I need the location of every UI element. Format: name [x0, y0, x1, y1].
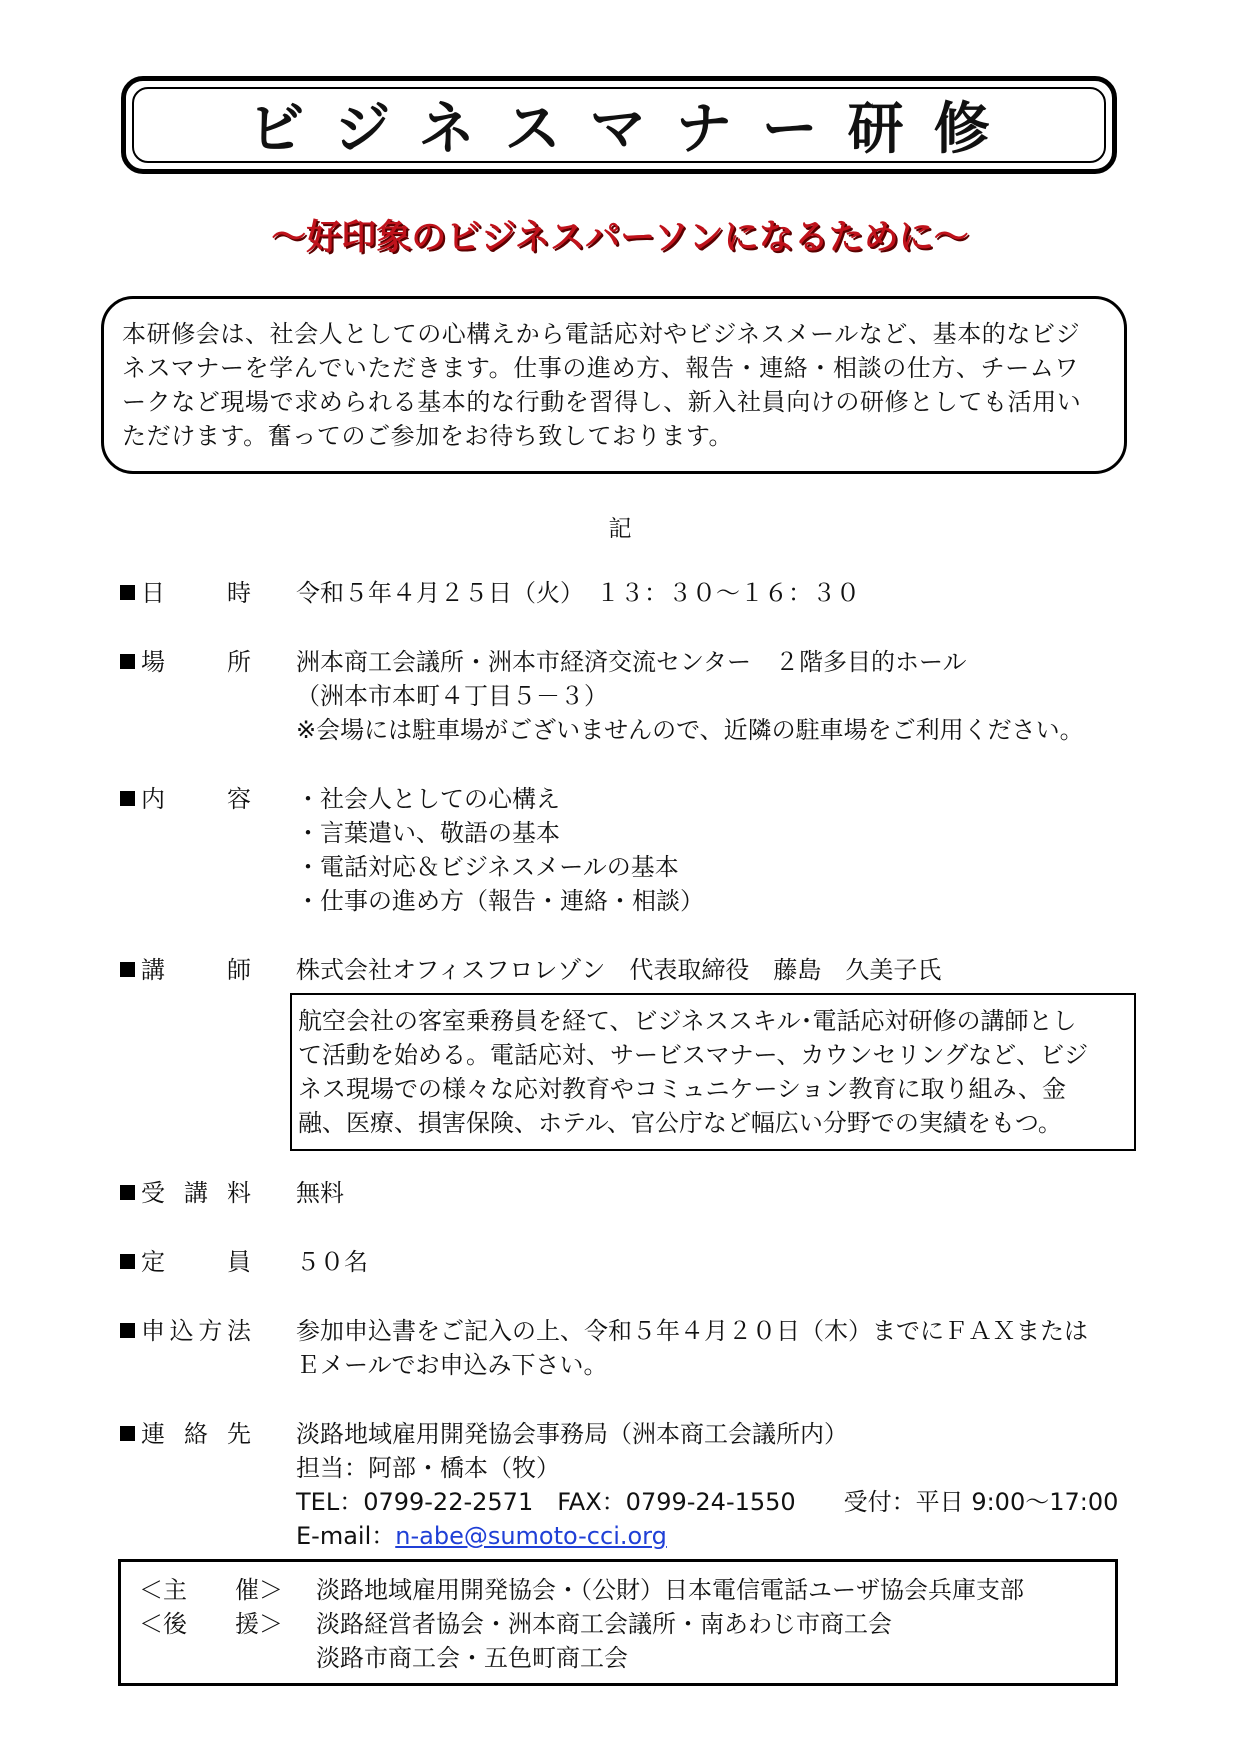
apply-label: 申込方法 [120, 1314, 251, 1348]
apply-line: Ｅメールでお申込み下さい。 [296, 1351, 608, 1379]
email-link[interactable]: n-abe@sumoto-cci.org [395, 1522, 667, 1550]
square-bullet-icon [120, 791, 135, 806]
email-prefix: E-mail： [296, 1522, 396, 1550]
content-item: ・電話対応＆ビジネスメールの基本 [296, 853, 679, 881]
support-label: ＜後 援＞ [139, 1610, 283, 1638]
fee-label: 受講料 [120, 1176, 251, 1210]
square-bullet-icon [120, 654, 135, 669]
venue-address: （洲本市本町４丁目５－３） [296, 682, 608, 710]
intro-line: ネスマナーを学んでいただきます。仕事の進め方、報告・連絡・相談の仕方、チームワ [122, 354, 1079, 382]
title-frame-inner [132, 87, 1106, 163]
venue-label: 場所 [120, 645, 251, 679]
venue-parking-note: ※会場には駐車場がございませんので、近隣の駐車場をご利用ください。 [296, 716, 1084, 744]
intro-box [101, 296, 1127, 474]
contact-org: 淡路地域雇用開発協会事務局（洲本商工会議所内） [296, 1420, 848, 1448]
page-title: ビジネスマナー研修 [248, 97, 1020, 162]
datetime-value: 令和５年４月２５日（火） １３：３０～１６：３０ [296, 579, 860, 607]
sponsor-box [118, 1559, 1118, 1686]
contact-person: 担当：阿部・橋本（牧） [296, 1454, 560, 1482]
intro-line: 本研修会は、社会人としての心構えから電話応対やビジネスメールなど、基本的なビジ [122, 320, 1081, 348]
datetime-label: 日時 [120, 576, 251, 610]
bio-line: て活動を始める。電話応対、サービスマナー、カウンセリングなど、ビジ [298, 1041, 1089, 1069]
apply-line: 参加申込書をご記入の上、令和５年４月２０日（木）までにＦＡＸまたは [296, 1317, 1088, 1345]
square-bullet-icon [120, 585, 135, 600]
venue-line: 洲本商工会議所・洲本市経済交流センター ２階多目的ホール [296, 648, 967, 676]
content-item: ・社会人としての心構え [296, 785, 560, 813]
fee-value: 無料 [296, 1179, 344, 1207]
bio-line: 航空会社の客室乗務員を経て、ビジネススキル･電話応対研修の講師とし [298, 1007, 1077, 1035]
contact-phone: TEL：0799-22-2571 FAX：0799-24-1550 受付：平日 9:00～17:00 [296, 1488, 1119, 1516]
square-bullet-icon [120, 1426, 135, 1441]
square-bullet-icon [120, 1323, 135, 1338]
host-label: ＜主 催＞ [139, 1576, 283, 1604]
instructor-name: 株式会社オフィスフロレゾン 代表取締役 藤島 久美子氏 [296, 956, 942, 984]
bio-line: 融、医療、損害保険、ホテル、官公庁など幅広い分野での実績をもつ。 [298, 1109, 1062, 1137]
content-item: ・仕事の進め方（報告・連絡・相談） [296, 887, 704, 915]
capacity-label: 定員 [120, 1245, 251, 1279]
square-bullet-icon [120, 1254, 135, 1269]
square-bullet-icon [120, 1185, 135, 1200]
ki-mark: 記 [608, 516, 632, 542]
support-value: 淡路経営者協会・洲本商工会議所・南あわじ市商工会 [316, 1610, 892, 1638]
capacity-value: ５０名 [296, 1248, 368, 1276]
subtitle: ～好印象のビジネスパーソンになるために～ [271, 218, 969, 258]
instructor-bio-box [290, 993, 1136, 1151]
content-label: 内容 [120, 782, 251, 816]
host-value: 淡路地域雇用開発協会・（公財）日本電信電話ユーザ協会兵庫支部 [316, 1576, 1024, 1604]
title-frame [121, 76, 1117, 174]
contact-email-row [296, 1519, 667, 1553]
contact-label: 連絡先 [120, 1417, 251, 1451]
instructor-label: 講師 [120, 953, 251, 987]
intro-line: ークなど現場で求められる基本的な行動を習得し、新入社員向けの研修としても活用い [122, 388, 1082, 416]
support-value-2: 淡路市商工会・五色町商工会 [316, 1644, 628, 1672]
square-bullet-icon [120, 962, 135, 977]
intro-line: ただけます。奮ってのご参加をお待ち致しております。 [122, 422, 734, 450]
bio-line: ネス現場での様々な応対教育やコミュニケーション教育に取り組み、金 [298, 1075, 1066, 1103]
content-item: ・言葉遣い、敬語の基本 [296, 819, 560, 847]
